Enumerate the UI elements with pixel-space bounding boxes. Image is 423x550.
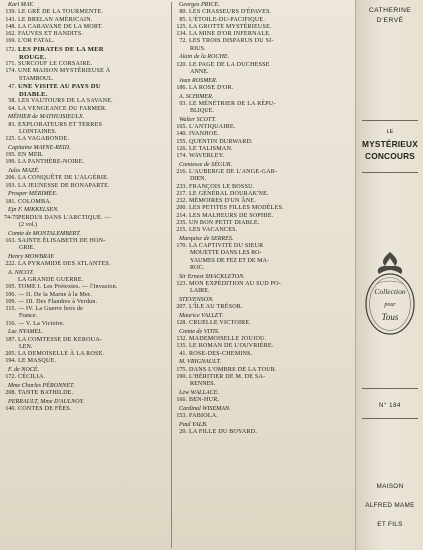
entry-title: LA COMTESSE DE KEROUA- (18, 336, 103, 343)
catalog-entry (4, 351, 169, 358)
logo-word-tous: Tous (381, 312, 399, 322)
catalog-entry (4, 24, 169, 31)
entry-title: LA PYRAMIDE DES ATLANTES. (18, 261, 111, 267)
author-name: Capitaine MAYNE-REID. (8, 144, 71, 151)
catalog-entry (175, 24, 352, 31)
entry-number: 181. (5, 198, 16, 205)
entry-title: — V. La Victoire. (18, 320, 65, 327)
catalog-entry (175, 62, 352, 69)
entry-title: LA CONQUÊTE DE L'ALGÉRIE. (18, 175, 109, 182)
spine-author-line1: CATHERINE (368, 7, 412, 14)
entry-title: LE GRÉ DE LA TOURMENTE. (18, 9, 104, 16)
entry-number: 134. (176, 31, 187, 37)
author-name: STEVENSON. (179, 296, 214, 303)
entry-title: LES TROIS DISPARUS DU SI- (189, 38, 274, 45)
entry-number: 85. (179, 16, 187, 23)
catalog-entry (175, 374, 352, 381)
spine-divider (362, 418, 418, 419)
catalog-entry (175, 227, 352, 234)
entry-number: 64. (8, 105, 16, 112)
catalog-entry (175, 397, 352, 404)
entry-number: 106. (5, 291, 16, 298)
entry-number: 166. (176, 397, 187, 403)
author-name: Walter SCOTT. (179, 116, 216, 123)
author-name: MÉHIER de MATHUISIEULX. (8, 114, 85, 121)
author-name: Marquise de SERRES. (179, 235, 234, 242)
entry-number: 214. (176, 212, 187, 219)
catalog-entry (4, 17, 169, 24)
catalog-entry (175, 184, 352, 191)
entry-title: LA GRANDE GUERRE. (18, 277, 84, 283)
author-name: Alain de la ROCHE. (179, 54, 230, 61)
entry-number: 74-75. (4, 214, 20, 221)
book-spine (355, 0, 423, 550)
entry-title: TOME I. Les Prétextes. — l'Invasion. (18, 284, 118, 291)
entry-title: CÉCILIA. (18, 374, 46, 381)
entry-title-continued: GRIE. (19, 245, 35, 251)
author-name: Prosper MÉRIMÉE. (8, 191, 58, 198)
spine-title-line2: CONCOURS (365, 151, 415, 161)
spine-author-line2: D'ERVÉ (376, 17, 404, 24)
entry-title: LA CAPTIVITÉ DU SIEUR (189, 243, 264, 249)
entry-number: 215. (176, 227, 187, 233)
spine-publisher-line2: ALFRED MAME (365, 502, 415, 509)
catalog-entry (4, 106, 169, 113)
entry-title: DANS L'OMBRE DE LA TOUR. (189, 366, 277, 373)
entry-number: 83. (8, 121, 16, 128)
entry-number: 233. (176, 183, 187, 190)
spine-divider (362, 388, 418, 389)
entry-title-continued: STAMBOUL. (19, 75, 54, 82)
entry-number: 128. (176, 320, 187, 326)
entry-title: LE PAGE DE LA DUCHESSE (189, 61, 270, 68)
catalog-entry (4, 68, 169, 75)
entry-number: 126. (176, 145, 187, 152)
entry-title: L'ÎLE AU TRÉSOR. (189, 304, 243, 310)
entry-number: 194. (5, 358, 16, 365)
entry-number: 172. (5, 46, 16, 53)
catalog-entry (4, 321, 169, 328)
entry-number: 135. (176, 343, 187, 350)
entry-title: LES PETITES FILLES MODÈLES. (189, 205, 284, 212)
author-name: Comtesse de SÉGUR. (179, 161, 232, 168)
entry-title: BEN-HUR. (189, 397, 220, 403)
collection-emblem-icon (361, 248, 419, 343)
catalog-entry (4, 284, 169, 291)
entry-number: 187. (5, 336, 16, 343)
entry-title: FAUVES ET BANDITS. (18, 31, 84, 37)
catalog-entry (175, 220, 352, 227)
spine-title (356, 138, 423, 162)
entry-title: MADEMOISELLE JOUJOU. (189, 336, 267, 342)
logo-word-pour: pour (384, 302, 396, 308)
author-name: Jean ROSMER. (179, 77, 218, 84)
entry-number: 139. (5, 9, 16, 16)
entry-title: — III. Des Flandres à Verdun. (18, 298, 98, 305)
entry-title-continued: ROUGE. (19, 53, 47, 61)
entry-number: 41. (179, 350, 187, 357)
entry-number: 20. (179, 429, 187, 435)
entry-number: 216. (176, 169, 187, 175)
author-name: F. de NOCÉ. (8, 367, 40, 373)
entry-title: QUENTIN DURWARD. (189, 138, 253, 145)
entry-number: 125. (5, 136, 16, 142)
catalog-entry (4, 215, 169, 222)
entry-number: 105. (5, 284, 16, 291)
entry-title: LA VENGEANCE DU FARMER. (18, 105, 108, 112)
entry-title: LA FILLE DU BOYARD. (189, 429, 258, 435)
catalog-entry (4, 277, 169, 284)
entry-title-continued: YAUMES DE FEZ ET DE MA- (190, 257, 269, 264)
catalog-entry (4, 122, 169, 129)
entry-number: 193. (5, 182, 16, 189)
catalog-entry (4, 199, 169, 206)
entry-title: — II. De la Marne à la Mer. (18, 291, 92, 298)
author-name: Ejn F. MIKKELSEN. (8, 207, 59, 214)
entry-number: 140. (5, 406, 16, 413)
spine-publisher-line3: ET FILS (377, 521, 403, 528)
catalog-entry (175, 213, 352, 220)
catalog-entry (175, 367, 352, 374)
catalog-entry (175, 85, 352, 92)
entry-title: FRANÇOIS LE BOSSU. (189, 183, 255, 190)
author-name: Comte de MONTALEMBERT. (8, 230, 81, 237)
author-name: M. VRIGNAULT. (179, 359, 221, 366)
entry-number: 143. (5, 16, 16, 23)
entry-number: 115. (5, 306, 16, 312)
entry-number: 235. (176, 219, 187, 226)
entry-number: 148. (5, 23, 16, 30)
catalog-column-middle (171, 2, 352, 548)
entry-number: 172. (5, 374, 16, 381)
entry-title: LE BRELAN AMÉRICAIN. (18, 16, 93, 23)
author-name: Jules MAZÉ. (8, 168, 40, 174)
spine-volume-number: N° 184 (379, 402, 401, 409)
entry-title: ROSE-DES-CHEMINS. (189, 350, 253, 357)
entry-number: 80. (179, 9, 187, 16)
catalog-entry (175, 413, 352, 420)
entry-number: 222. (5, 261, 16, 267)
entry-title: L'OR FATAL. (18, 38, 55, 45)
spine-divider (362, 172, 418, 173)
catalog-entry (4, 183, 169, 190)
entry-number: 190. (176, 373, 187, 380)
entry-number: 174. (176, 153, 187, 159)
entry-number: 120. (176, 61, 187, 68)
entry-title: SAINTE ÉLISABETH DE HON- (18, 237, 106, 244)
entry-title: LE GÉNÉRAL DOURAK'NE. (189, 190, 269, 197)
catalog-entry (175, 101, 352, 108)
catalog-entry (4, 358, 169, 365)
entry-number: 175. (176, 366, 187, 373)
entry-number: 186. (176, 84, 187, 91)
entry-number: 116. (5, 320, 16, 327)
entry-title-continued: LAIRE. (190, 288, 210, 294)
catalog-entry (4, 238, 169, 245)
catalog-entry (175, 17, 352, 24)
entry-title: LE ROMAN DE L'OUVRIÈRE. (189, 343, 274, 350)
entry-number: 93. (179, 100, 187, 107)
spine-divider (362, 120, 418, 121)
author-name: Mme Charles PÉRONNET. (8, 383, 75, 389)
catalog-entry (175, 124, 352, 131)
author-name: PERRAULT, Mme D'AULNOY. (8, 399, 85, 405)
entry-title: TANTE BATHILDE. (18, 390, 74, 397)
entry-number: 165. (176, 124, 187, 130)
catalog-entry (175, 31, 352, 38)
entry-title: LA PANTHÈRE-NOIRE. (18, 159, 85, 166)
entry-number: 174. (5, 68, 16, 75)
entry-title: LA ROSE D'OR. (189, 84, 234, 91)
catalog-entry (175, 153, 352, 160)
catalog-entry (175, 9, 352, 16)
catalog-column-left (4, 2, 169, 548)
catalog-entry (4, 337, 169, 344)
entry-title: LES CHASSEURS D'ÉPAVES. (189, 9, 272, 16)
entry-number: 125. (176, 23, 187, 30)
entry-title-continued: (2 vol.) (19, 221, 37, 228)
collection-logo (361, 248, 419, 343)
spine-publisher-line1: MAISON (376, 483, 404, 490)
author-name: Lew WALLACE. (179, 389, 219, 396)
entry-title: LA VAGABONDE. (18, 136, 70, 142)
catalog-entry (175, 38, 352, 45)
entry-title: LE MASQUE. (18, 358, 57, 365)
entry-number: 72. (179, 38, 187, 45)
entry-title-continued: RIUS. (190, 45, 206, 52)
entry-title-continued: DIABLE. (19, 91, 48, 98)
entry-number: 205. (5, 351, 16, 357)
catalog-entry (175, 429, 352, 436)
catalog-entry (4, 136, 169, 143)
entry-number: 153. (176, 413, 187, 419)
entry-number: 169. (5, 38, 16, 45)
catalog-entry (4, 175, 169, 182)
entry-title: L'HÉRITIER DE M. DE SA- (189, 373, 266, 380)
catalog-entry (175, 205, 352, 212)
catalog-entry (175, 139, 352, 146)
catalog-entry (4, 390, 169, 397)
entry-number: 58. (8, 98, 16, 105)
catalog-entry (4, 292, 169, 299)
entry-title: UN BON PETIT DIABLE. (189, 219, 260, 226)
entry-title: PERDUS DANS L'ARCTIQUE. — (18, 214, 111, 221)
catalog-entry (175, 243, 352, 250)
entry-number: 132. (176, 336, 187, 342)
entry-title: LA CARAVANE DE LA MORT. (18, 23, 103, 30)
entry-number: 140. (176, 131, 187, 138)
entry-title: L'AUBERGE DE L'ANGE-GAR- (189, 169, 278, 175)
entry-title: LA GROTTE MYSTÉRIEUSE. (189, 23, 272, 30)
entry-number: 170. (176, 243, 187, 249)
catalog-entry (4, 159, 169, 166)
entry-title-continued: LEN. (19, 343, 33, 350)
author-name: Georges PRICE. (179, 2, 220, 8)
catalog-entry (4, 31, 169, 38)
entry-title: WAVERLEY. (189, 153, 225, 159)
entry-title-continued: BLIQUE. (190, 108, 214, 114)
entry-number: 155. (176, 138, 187, 145)
entry-number: 208. (5, 390, 16, 397)
spine-author (356, 6, 423, 26)
entry-title: MON EXPÉDITION AU SUD PO- (189, 280, 282, 287)
entry-title: COLOMBA. (18, 198, 52, 205)
entry-title: L'ANTIQUAIRE. (189, 124, 236, 130)
catalog-entry (4, 46, 169, 54)
entry-title-continued: ROC. (190, 264, 205, 271)
catalog-entry (4, 406, 169, 413)
entry-title: LA DEMOISELLE À LA ROSE. (18, 351, 105, 357)
entry-title: IVANHOE. (189, 131, 220, 138)
entry-number: 123. (176, 280, 187, 287)
entry-title: CRUELLE VICTOIRE. (189, 320, 252, 326)
catalog-entry (4, 98, 169, 105)
author-name: Karl MAY. (8, 2, 34, 8)
entry-number: 109. (5, 298, 16, 305)
entry-title: UNE VISITE AU PAYS DU (18, 82, 101, 90)
entry-title: UNE MAISON MYSTÉRIEUSE À (18, 68, 111, 75)
spine-publisher (356, 477, 423, 534)
author-name: A. SCHIMER. (179, 93, 214, 100)
entry-title: LA JEUNESSE DE BONAPARTE. (18, 182, 110, 189)
entry-number: 171. (5, 61, 16, 67)
entry-number: 232. (176, 198, 187, 204)
entry-title: FABIOLA. (189, 413, 219, 419)
catalog-entry (4, 299, 169, 306)
entry-title: LE TALISMAN. (189, 145, 233, 152)
catalog-entry (175, 281, 352, 288)
entry-title: — IV. La Guerre hors de (18, 306, 84, 312)
entry-number: 195. (5, 152, 16, 158)
catalog-entry (175, 191, 352, 198)
spine-title-line1: MYSTÉRIEUX (362, 139, 418, 149)
entry-number: 217. (176, 190, 187, 197)
catalog-entry (175, 304, 352, 311)
entry-title: LA MINE D'OR INFERNALE. (189, 31, 271, 37)
entry-title: LE MÉNÉTRIER DE LA RÉPU- (189, 100, 276, 107)
entry-number: 199. (5, 159, 16, 166)
entry-title-continued: RENNES. (190, 381, 216, 387)
entry-title-continued: LOINTAINES. (19, 128, 57, 135)
author-name: Paul YALB. (179, 421, 208, 428)
entry-title-continued: France. (19, 313, 38, 320)
catalog-entry (4, 38, 169, 45)
catalog-entry (175, 343, 352, 350)
entry-number: 162. (5, 31, 16, 37)
catalog-entry (4, 9, 169, 16)
catalog-entry (4, 374, 169, 381)
entry-number: 163. (5, 237, 16, 244)
logo-word-collection: Collection (374, 287, 406, 296)
entry-number: 200. (176, 205, 187, 212)
entry-number: 47. (8, 83, 16, 90)
catalog-entry (175, 131, 352, 138)
entry-number: 206. (5, 175, 16, 182)
entry-title: SURCOUF LE CORSAIRE. (18, 61, 93, 67)
catalog-entry (4, 83, 169, 91)
entry-title-continued: ANNE. (190, 68, 209, 75)
catalog-entry (175, 169, 352, 176)
author-name: Maurice VALLET. (179, 312, 224, 319)
author-name: Henry MOWBRAY. (8, 253, 55, 260)
author-name: A. NICOT. (8, 269, 34, 276)
spine-title-article: LE (386, 129, 394, 135)
entry-title: MÉMOIRES D'UN ÂNE. (189, 198, 257, 204)
entry-title-continued: MOUETTE DANS LES RO- (190, 250, 262, 257)
entry-title-continued: DIEN. (190, 176, 207, 183)
entry-title: L'ÉTOILE-DU-PACIFIQUE. (189, 16, 266, 23)
author-name: Sir Ernest SHACKLETON. (179, 273, 245, 280)
entry-title: EXPLORATEURS ET TERRES (18, 121, 103, 128)
catalog-entry (4, 261, 169, 268)
entry-title: LES PIRATES DE LA MER (18, 45, 104, 53)
entry-title: LES VAUTOURS DE LA SAVANE. (18, 98, 113, 105)
entry-title: EN MER. (18, 152, 44, 158)
entry-title: CONTES DE FÉES. (18, 406, 72, 413)
author-name: Luc NYAMEL. (8, 329, 44, 336)
catalog-entry (175, 146, 352, 153)
catalog-entry (175, 320, 352, 327)
entry-number: 207. (176, 304, 187, 310)
catalog-entry (4, 306, 169, 313)
catalog-entry (175, 351, 352, 358)
entry-title: LES VACANCES. (189, 227, 238, 233)
author-name: Cardinal WISEMAN. (179, 405, 231, 412)
entry-title: LES MALHEURS DE SOPHIE. (189, 212, 274, 219)
author-name: Comte de VITIS. (179, 328, 220, 335)
